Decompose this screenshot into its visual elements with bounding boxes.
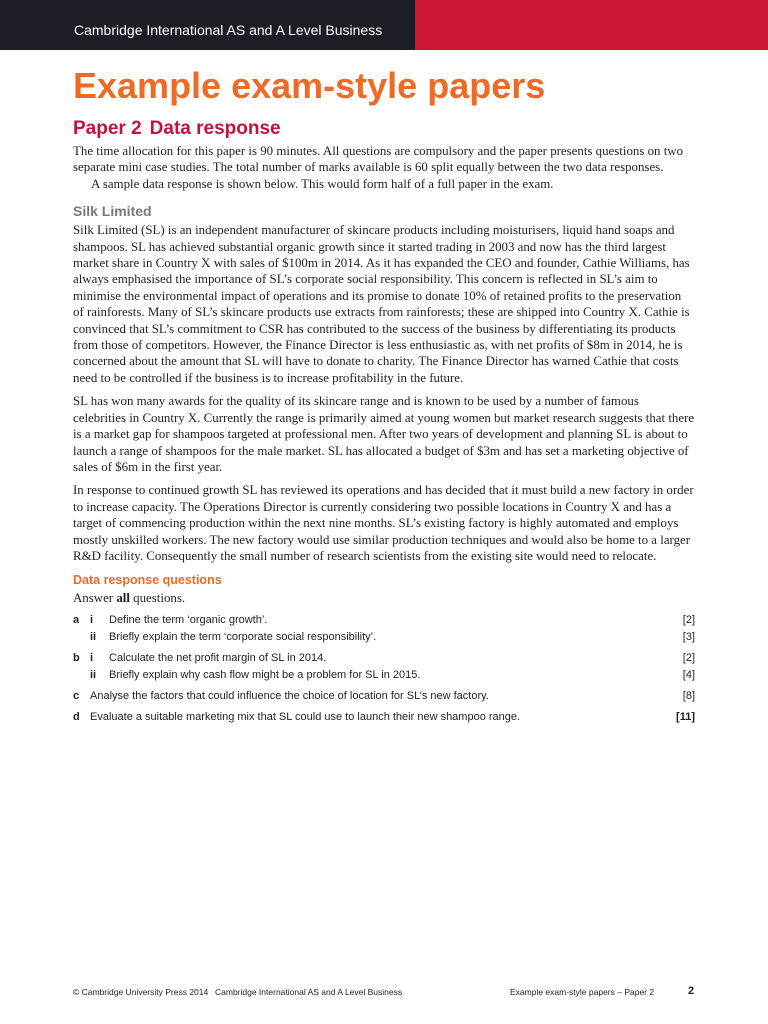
footer-section-title: Example exam-style papers – Paper 2: [510, 987, 655, 997]
question-text: Briefly explain the term ‘corporate social responsibility’.: [109, 630, 377, 643]
question-text: Briefly explain why cash flow might be a problem for SL in 2015.: [109, 668, 421, 681]
question-subpart: i: [90, 651, 94, 664]
book-title: Cambridge International AS and A Level Business: [74, 22, 383, 38]
footer-copyright: © Cambridge University Press 2014: [73, 987, 209, 997]
question-marks: [3]: [682, 630, 695, 643]
question-marks: [4]: [682, 668, 695, 681]
question-d: [73, 709, 695, 726]
questions-heading: Data response questions: [73, 573, 222, 588]
question-list: [73, 612, 695, 726]
instruction-text: Answer: [73, 591, 117, 606]
instruction-emphasis: all: [116, 591, 130, 606]
paper-name: Data response: [149, 118, 281, 139]
question-marks: [11]: [676, 710, 695, 723]
question-text: Calculate the net profit margin of SL in 2014.: [109, 651, 327, 664]
case-paragraph: SL has won many awards for the quality of its skincare range and is known to be used by a number of famous celebrities in Country X. Currently the range is primarily aimed at young women but market research suggests that there is a market gap for shampoos targeted at professional men. After two years of development and planning SL is about to launch a range of shampoos for the male market. SL has allocated a budget of $3m and has set a marketing objective of sales of $6m in the first year.: [73, 394, 695, 474]
intro-paragraph: A sample data response is shown below. This would form half of a full paper in the exam.: [91, 176, 554, 191]
intro-paragraph: The time allocation for this paper is 90 minutes. All questions are compulsory and the paper presents questions on two separate mini case studies. The total number of marks available is 60 split equally between the two data responses.: [73, 144, 684, 175]
question-c: [73, 688, 695, 705]
instruction-text: questions.: [129, 591, 186, 606]
case-paragraph: In response to continued growth SL has reviewed its operations and has decided that it must build a new factory in order to increase capacity. The Operations Director is currently considering two possible locations in Country X and has a target of commencing production within the next nine months. SL’s existing factory is highly automated and employs mostly unskilled workers. The new factory would use similar production techniques and would also be home to a larger R&D facility. Consequently the small number of research scientists from the existing site would need to relocate.: [73, 483, 694, 563]
paper-heading: [73, 118, 695, 140]
question-letter: a: [73, 613, 80, 626]
question-text: Evaluate a suitable marketing mix that SL could use to launch their new shampoo range.: [90, 710, 521, 723]
case-study-title: Silk Limited: [73, 203, 152, 220]
question-letter: b: [73, 651, 80, 664]
question-marks: [2]: [682, 651, 695, 664]
question-letter: d: [73, 710, 80, 723]
page-number: 2: [688, 985, 695, 997]
page-footer: [0, 987, 768, 1001]
question-marks: [2]: [682, 613, 695, 626]
page-title: Example exam-style papers: [73, 65, 546, 106]
header-accent-block: [415, 0, 768, 50]
question-subpart: ii: [90, 630, 97, 643]
case-paragraph: Silk Limited (SL) is an independent manufacturer of skincare products including moisturisers, liquid hand soaps and shampoos. SL has achieved substantial organic growth since it started trading in 2003 and now has the third largest market share in Country X with sales of $100m in 2014. As it has expanded the CEO and founder, Cathie Williams, has always emphasised the importance of SL’s corporate social responsibility. This concern is reflected in SL’s aim to minimise the environmental impact of operations and its promise to donate 10% of retained profits to the preservation of rainforests. Many of SL’s skincare products use extracts from rainforests; these are shipped into Country X. Cathie is convinced that SL’s commitment to CSR has contributed to the success of the business by differentiating its products from those of competitors. However, the Finance Director is less enthusiastic as, with net profits of $8m in 2014, he is concerned about the amount that SL will have to donate to charity. The Finance Director has warned Cathie that costs need to be controlled if the business is to increase profitability in the future.: [73, 223, 690, 385]
paper-label: Paper 2: [73, 118, 142, 139]
question-text: Define the term ‘organic growth’.: [109, 613, 268, 626]
question-a-i: [73, 612, 695, 629]
page-content: [73, 62, 695, 726]
header-banner: [0, 0, 768, 50]
question-text: Analyse the factors that could influence the choice of location for SL’s new factory.: [90, 689, 489, 702]
question-b-ii: [73, 667, 695, 684]
questions-instruction: [73, 590, 695, 606]
question-letter: c: [73, 689, 80, 702]
question-a-ii: [73, 629, 695, 646]
question-subpart: i: [90, 613, 94, 626]
question-b-i: [73, 650, 695, 667]
question-marks: [8]: [682, 689, 695, 702]
footer-book-title: Cambridge International AS and A Level Business: [215, 987, 403, 997]
question-subpart: ii: [90, 668, 97, 681]
